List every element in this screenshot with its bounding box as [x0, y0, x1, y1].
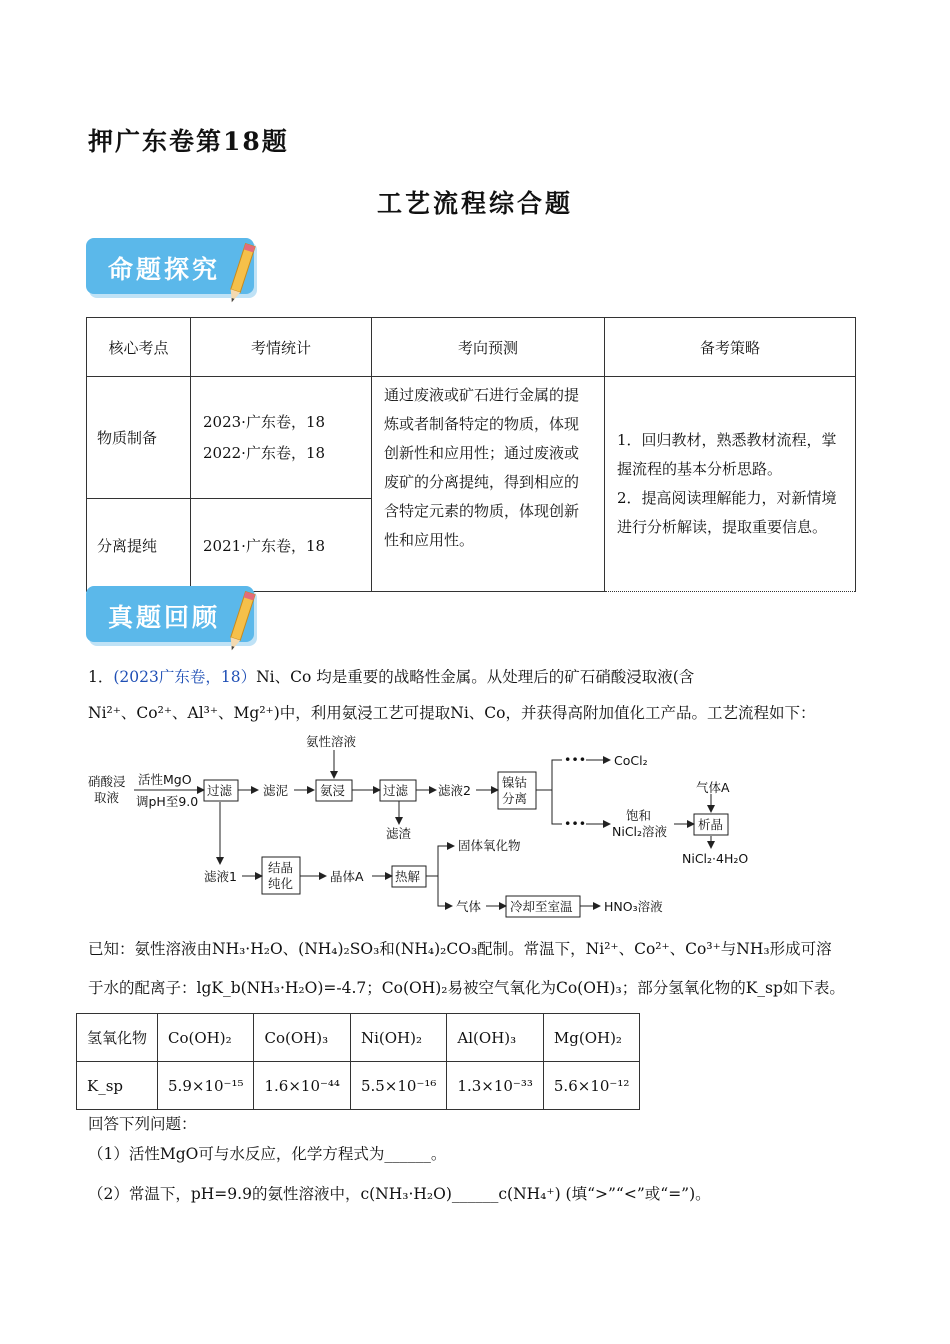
flow-label-solid-oxide: 固体氧化物 — [458, 838, 521, 853]
answer-prompt: 回答下列问题： — [88, 1115, 197, 1133]
sub-question-2: （2）常温下，pH=9.9的氨性溶液中，c(NH₃·H₂O)______c(NH₄⁺) (填“>”“<”或“=”)。 — [88, 1185, 711, 1203]
flow-box-separate: 分离 — [502, 791, 528, 806]
question-number: 1． — [88, 668, 114, 686]
flow-box-crystallize: 析晶 — [698, 817, 724, 832]
flow-label-filtrate2: 滤液2 — [438, 783, 471, 798]
sub-question-1: （1）活性MgO可与水反应，化学方程式为______。 — [88, 1145, 447, 1163]
question-text: Ni、Co 均是重要的战略性金属。从处理后的矿石硝酸浸取液(含 — [256, 668, 695, 686]
flow-label-ph: 调pH至9.0 — [136, 794, 199, 809]
ksp-header: 氢氧化物 — [77, 1014, 158, 1062]
table-header: 考向预测 — [372, 318, 605, 377]
ksp-value: 5.6×10⁻¹² — [543, 1062, 639, 1110]
table-header: 考情统计 — [191, 318, 372, 377]
flow-label-gas-a: 气体A — [696, 780, 730, 795]
flow-label-nicl2: NiCl₂·4H₂O — [682, 851, 749, 866]
table-header: 备考策略 — [605, 318, 856, 377]
page-title: 押广东卷第18题 — [88, 127, 289, 156]
flow-box-cool: 冷却至室温 — [510, 899, 573, 914]
known-line2: 于水的配离子：lgK_b(NH₃·H₂O)=-4.7；Co(OH)₂易被空气氧化为Co(OH)₃；部分氢氧化物的K_sp如下表。 — [88, 979, 845, 997]
ksp-value: 1.3×10⁻³³ — [447, 1062, 543, 1110]
section-badge-explore — [86, 238, 264, 308]
strategy-item: 2．提高阅读理解能力，对新情境进行分析解读，提取重要信息。 — [617, 489, 837, 536]
process-flow-diagram — [86, 730, 766, 926]
flow-label-saturated: NiCl₂溶液 — [612, 824, 668, 839]
ksp-table — [76, 1013, 640, 1110]
flow-box-crystal: 纯化 — [268, 876, 294, 891]
known-line1: 已知：氨性溶液由NH₃·H₂O、(NH₄)₂SO₃和(NH₄)₂CO₃配制。常温下，Ni²⁺、Co²⁺、Co³⁺与NH₃形成可溶 — [88, 940, 832, 958]
ksp-header: Mg(OH)₂ — [543, 1014, 639, 1062]
pencil-icon — [222, 586, 262, 658]
flow-label-residue: 滤渣 — [386, 826, 412, 841]
ksp-header: Al(OH)₃ — [447, 1014, 543, 1062]
flow-label-gas: 气体 — [456, 899, 482, 914]
table-header: 核心考点 — [87, 318, 191, 377]
question-intro-line2: Ni²⁺、Co²⁺、Al³⁺、Mg²⁺)中，利用氨浸工艺可提取Ni、Co，并获得高附加值化工产品。工艺流程如下： — [88, 704, 816, 722]
flow-label-crystal-a: 晶体A — [330, 869, 364, 884]
flow-box-filter: 过滤 — [207, 783, 233, 798]
badge-label: 命题探究 — [108, 255, 221, 284]
analysis-table — [86, 317, 856, 592]
question-intro-line1 — [88, 665, 868, 689]
flow-label-hno3: HNO₃溶液 — [604, 899, 663, 914]
flow-dots: ••• — [564, 816, 587, 831]
ksp-header: Co(OH)₃ — [254, 1014, 350, 1062]
ksp-value: 5.5×10⁻¹⁶ — [350, 1062, 446, 1110]
flow-box-separate: 镍钴 — [502, 775, 528, 790]
flow-label-ammonia-solution: 氨性溶液 — [306, 734, 357, 749]
flow-box-filter2: 过滤 — [383, 783, 409, 798]
stat-line: 2022·广东卷，18 — [203, 443, 326, 462]
stat-line: 2023·广东卷，18 — [203, 412, 326, 431]
core-point: 分离提纯 — [87, 499, 191, 592]
flow-label-mgo: 活性MgO — [138, 772, 192, 787]
flow-label-mud: 滤泥 — [263, 783, 289, 798]
flow-dots: ••• — [564, 752, 587, 767]
ksp-value: 1.6×10⁻⁴⁴ — [254, 1062, 350, 1110]
flow-box-ammonia-leach: 氨浸 — [320, 783, 346, 798]
badge-label: 真题回顾 — [108, 603, 221, 632]
core-point: 物质制备 — [87, 377, 191, 499]
stats-cell — [191, 377, 372, 499]
stat-line: 2021·广东卷，18 — [191, 499, 372, 592]
pencil-icon — [222, 238, 262, 310]
section-badge-review — [86, 586, 264, 656]
flow-label-cocl2: CoCl₂ — [614, 753, 648, 768]
flow-label-saturated: 饱和 — [626, 808, 652, 823]
page-subtitle: 工艺流程综合题 — [376, 189, 573, 218]
ksp-value: 5.9×10⁻¹⁵ — [158, 1062, 254, 1110]
flow-box-pyrolysis: 热解 — [395, 869, 421, 884]
ksp-header: Co(OH)₂ — [158, 1014, 254, 1062]
flow-label-leachate: 硝酸浸 — [88, 774, 126, 789]
ksp-header: Ni(OH)₂ — [350, 1014, 446, 1062]
forecast-cell: 通过废液或矿石进行金属的提炼或者制备特定的物质，体现创新性和应用性；通过废液或废矿的分离提纯，得到相应的含特定元素的物质，体现创新性和应用性。 — [372, 377, 605, 592]
flow-label-filtrate1: 滤液1 — [204, 869, 237, 884]
question-source: (2023广东卷，18） — [113, 668, 257, 686]
flow-label-leachate: 取液 — [94, 790, 120, 805]
strategy-cell — [605, 377, 856, 592]
ksp-row-label: K_sp — [77, 1062, 158, 1110]
strategy-item: 1．回归教材，熟悉教材流程，掌握流程的基本分析思路。 — [617, 431, 837, 478]
flow-box-crystal: 结晶 — [268, 860, 294, 875]
